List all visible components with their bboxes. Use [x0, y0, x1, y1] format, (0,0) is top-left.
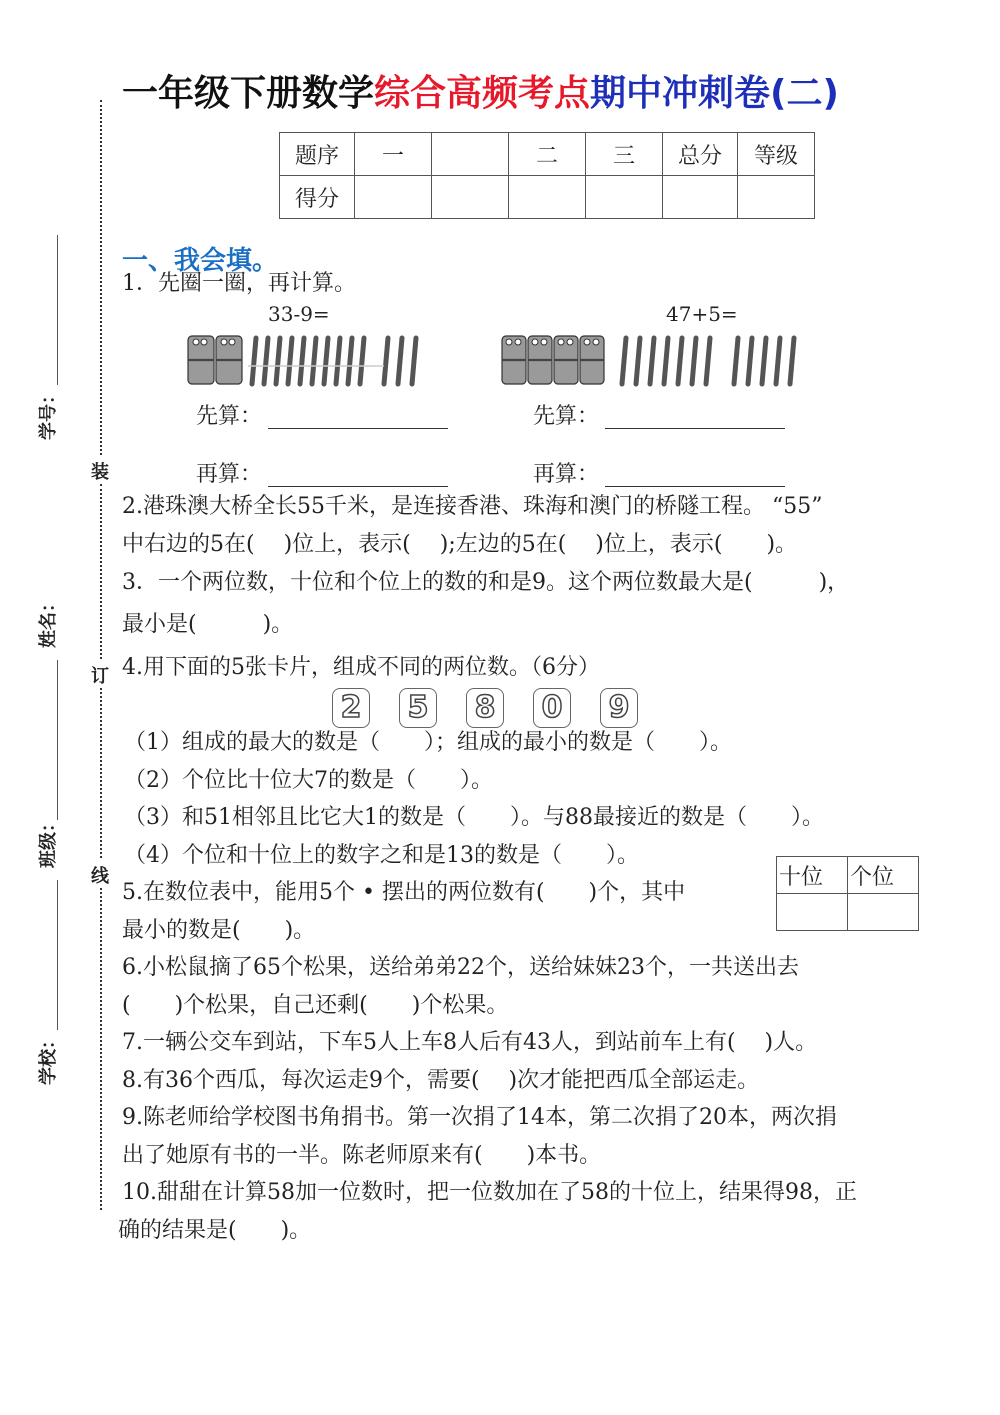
q1-eq1: 33-9=	[268, 302, 330, 326]
q1-first-answer-left[interactable]	[268, 428, 448, 429]
binding-line-mid2	[100, 688, 102, 858]
q9-line2: 出了她原有书的一半。陈老师原来有( )本书。	[122, 1143, 602, 1168]
q4-text: 4.用下面的5张卡片，组成不同的两位数。（6分）	[122, 655, 600, 680]
xuehao-line[interactable]	[57, 235, 58, 385]
xingming-label: 姓名：	[38, 594, 59, 648]
score-header-cell: 总分	[663, 133, 738, 176]
title-part-2: 综合高频考点	[374, 73, 591, 114]
q7-text: 7.一辆公交车到站，下车5人上车8人后有43人，到站前车上有( )人。	[122, 1030, 818, 1055]
q1-first-label-right: 先算：	[533, 404, 600, 429]
q4-sub2: （2）个位比十位大7的数是（ ）。	[124, 768, 493, 793]
title-part-1: 一年级下册数学	[122, 73, 375, 114]
q1-first-label-left: 先算：	[196, 404, 263, 429]
binding-line-mid1	[100, 484, 102, 659]
q1-first-answer-right[interactable]	[605, 428, 785, 429]
banji-label: 班级：	[38, 814, 59, 868]
binding-char-ding: 订	[91, 666, 109, 687]
q1-then-answer-left[interactable]	[268, 486, 448, 487]
q5-line1: 5.在数位表中，能用5个 • 摆出的两位数有( )个，其中	[122, 880, 686, 905]
binding-line-bottom	[100, 888, 102, 1210]
place-value-table	[776, 856, 919, 931]
number-card: 9	[600, 688, 638, 728]
place-value-cell-tens[interactable]	[777, 894, 848, 931]
score-row-label: 得分	[280, 176, 355, 219]
score-cell[interactable]	[738, 176, 815, 219]
score-cell[interactable]	[586, 176, 663, 219]
q8-text: 8.有36个西瓜，每次运走9个，需要( )次才能把西瓜全部运走。	[122, 1068, 760, 1093]
title-part-3: 期中冲刺卷(二)	[590, 73, 839, 114]
score-table	[279, 132, 815, 219]
banji-line-2[interactable]	[57, 880, 58, 1030]
q1-then-answer-right[interactable]	[605, 486, 785, 487]
sticks-47-icon	[498, 330, 808, 390]
score-cell[interactable]	[432, 176, 509, 219]
xuehao-label: 学号：	[38, 386, 59, 440]
score-header-cell: 等级	[738, 133, 815, 176]
q5-line2: 最小的数是( )。	[122, 918, 316, 943]
q6-line1: 6.小松鼠摘了65个松果，送给弟弟22个，送给妹妹23个，一共送出去	[122, 955, 799, 980]
q1-text: 1．先圈一圈，再计算。	[122, 271, 356, 296]
number-card: 5	[399, 688, 437, 728]
q4-sub3: （3）和51相邻且比它大1的数是（ ）。与88最接近的数是（ ）。	[124, 805, 824, 830]
score-cell[interactable]	[355, 176, 432, 219]
q1-eq2: 47+5=	[666, 302, 738, 326]
score-header-cell	[432, 133, 509, 176]
score-header-cell: 二	[509, 133, 586, 176]
q3-line2: 最小是( )。	[122, 612, 294, 637]
q10-line2: 确的结果是( )。	[118, 1218, 312, 1243]
number-card: 0	[533, 688, 571, 728]
section-heading-1: 一、我会填。	[122, 246, 279, 276]
binding-char-zhuang: 装	[91, 462, 109, 483]
score-header-cell: 题序	[280, 133, 355, 176]
q10-line1: 10.甜甜在计算58加一位数时，把一位数加在了58的十位上，结果得98，正	[122, 1180, 857, 1205]
q6-line2: ( )个松果，自己还剩( )个松果。	[122, 993, 509, 1018]
q4-sub1: （1）组成的最大的数是（ ）；组成的最小的数是（ ）。	[124, 730, 732, 755]
number-card: 2	[332, 688, 370, 728]
score-header-cell: 一	[355, 133, 432, 176]
sticks-33-icon	[184, 330, 454, 390]
binding-line-top	[100, 100, 102, 455]
place-value-cell-ones[interactable]	[848, 894, 919, 931]
q2-line2: 中右边的5在( )位上，表示( );左边的5在( )位上，表示( )。	[122, 532, 798, 557]
q3-line1: 3．一个两位数，十位和个位上的数的和是9。这个两位数最大是( )，	[122, 570, 850, 595]
score-cell[interactable]	[509, 176, 586, 219]
number-card: 8	[466, 688, 504, 728]
score-header-cell: 三	[586, 133, 663, 176]
xuexiao-label: 学校：	[38, 1031, 59, 1085]
q1-then-label-left: 再算：	[196, 462, 263, 487]
q4-sub4: （4）个位和十位上的数字之和是13的数是（ ）。	[124, 843, 639, 868]
q2-line1: 2.港珠澳大桥全长55千米，是连接香港、珠海和澳门的桥隧工程。 “55”	[122, 494, 823, 519]
place-value-header-ones: 个位	[848, 857, 919, 894]
binding-char-xian: 线	[91, 866, 109, 887]
score-cell[interactable]	[663, 176, 738, 219]
page-title	[122, 73, 839, 114]
q1-then-label-right: 再算：	[533, 462, 600, 487]
place-value-header-tens: 十位	[777, 857, 848, 894]
banji-line[interactable]	[57, 690, 58, 820]
q9-line1: 9.陈老师给学校图书角捐书。第一次捐了14本，第二次捐了20本，两次捐	[122, 1105, 837, 1130]
